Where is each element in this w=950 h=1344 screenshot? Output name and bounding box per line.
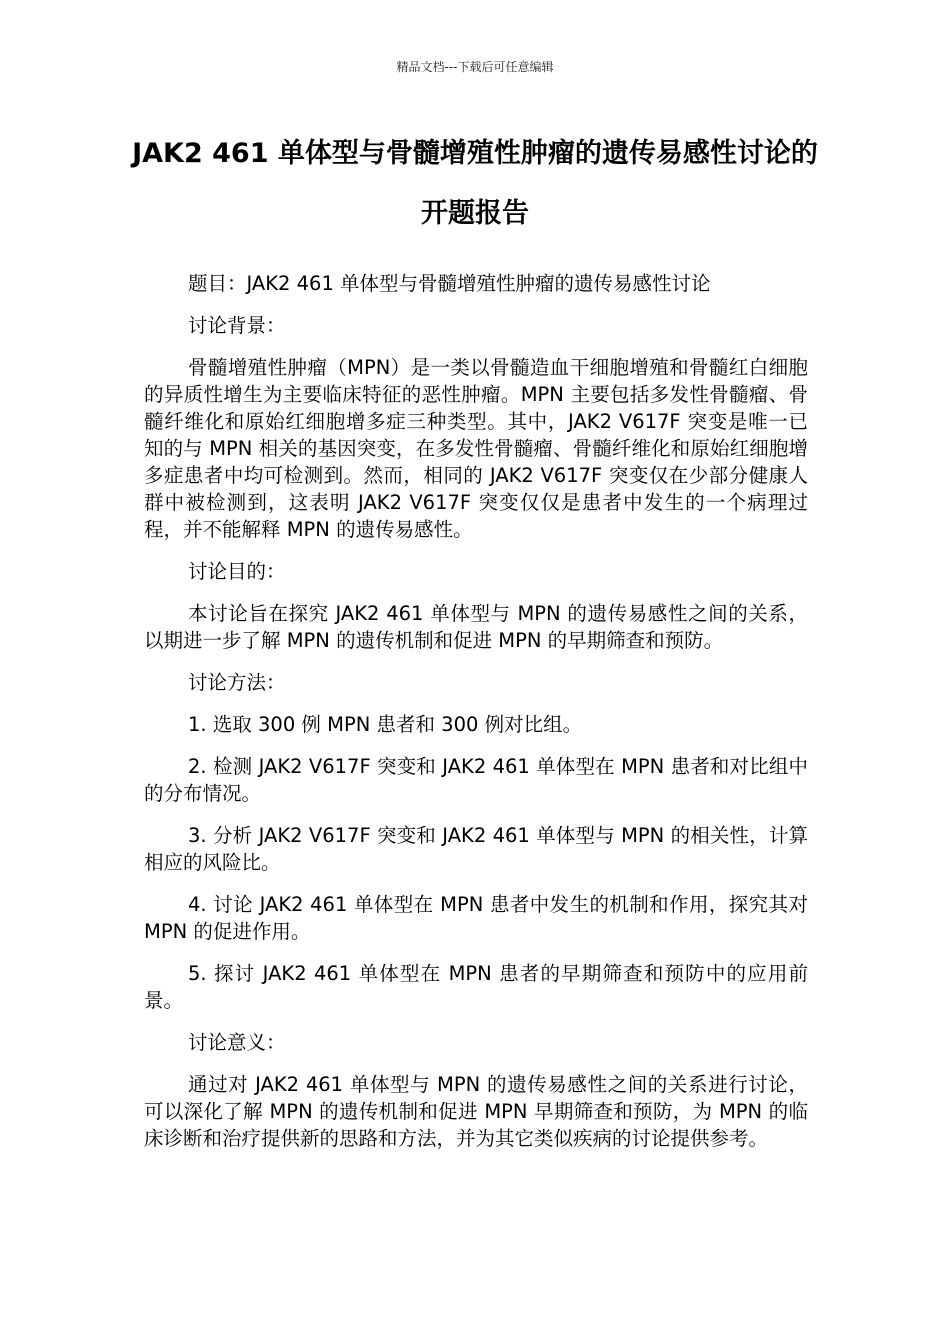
topic-line: 题目：JAK2 461 单体型与骨髓增殖性肿瘤的遗传易感性讨论 (188, 272, 711, 295)
section-heading-purpose: 讨论目的： (188, 560, 286, 583)
method-item-3: 3. 分析 JAK2 V617F 突变和 JAK2 461 单体型与 MPN 的相关性，计算相应的风险比。 (144, 824, 808, 874)
section-heading-background: 讨论背景： (188, 314, 286, 337)
section-heading-significance: 讨论意义： (188, 1031, 286, 1054)
background-paragraph: 骨髓增殖性肿瘤（MPN）是一类以骨髓造血干细胞增殖和骨髓红白细胞的异质性增生为主要临床特征的恶性肿瘤。MPN 主要包括多发性骨髓瘤、骨髓纤维化和原始红细胞增多症三种类型。其中，JAK2 V617F 突变是唯一已知的与 MPN 相关的基因突变，在多发性骨髓瘤、骨髓纤维化和原始红细胞增多症患者中均可检测到。然而，相同的 JAK2 V617F 突变仅在少部分健康人群中被检测到，这表明 JAK2 V617F 突变仅仅是患者中发生的一个病理过程，并不能解释 MPN 的遗传易感性。 (144, 356, 808, 541)
header-note: 精品文档---下载后可任意编辑 (396, 60, 554, 74)
section-heading-methods: 讨论方法： (188, 671, 286, 694)
document-title: JAK2 461 单体型与骨髓增殖性肿瘤的遗传易感性讨论的开题报告 (132, 138, 818, 229)
document-body (144, 270, 808, 1167)
method-item-5: 5. 探讨 JAK2 461 单体型在 MPN 患者的早期筛查和预防中的应用前景。 (144, 962, 808, 1012)
method-item-4: 4. 讨论 JAK2 461 单体型在 MPN 患者中发生的机制和作用，探究其对 MPN 的促进作用。 (144, 893, 808, 943)
method-item-1: 1. 选取 300 例 MPN 患者和 300 例对比组。 (188, 713, 583, 736)
method-item-2: 2. 检测 JAK2 V617F 突变和 JAK2 461 单体型在 MPN 患者和对比组中的分布情况。 (144, 755, 808, 805)
purpose-paragraph: 本讨论旨在探究 JAK2 461 单体型与 MPN 的遗传易感性之间的关系，以期进一步了解 MPN 的遗传机制和促进 MPN 的早期筛查和预防。 (144, 602, 808, 652)
significance-paragraph: 通过对 JAK2 461 单体型与 MPN 的遗传易感性之间的关系进行讨论，可以深化了解 MPN 的遗传机制和促进 MPN 早期筛查和预防，为 MPN 的临床诊断和治疗提供新的思路和方法，并为其它类似疾病的讨论提供参考。 (144, 1073, 808, 1150)
